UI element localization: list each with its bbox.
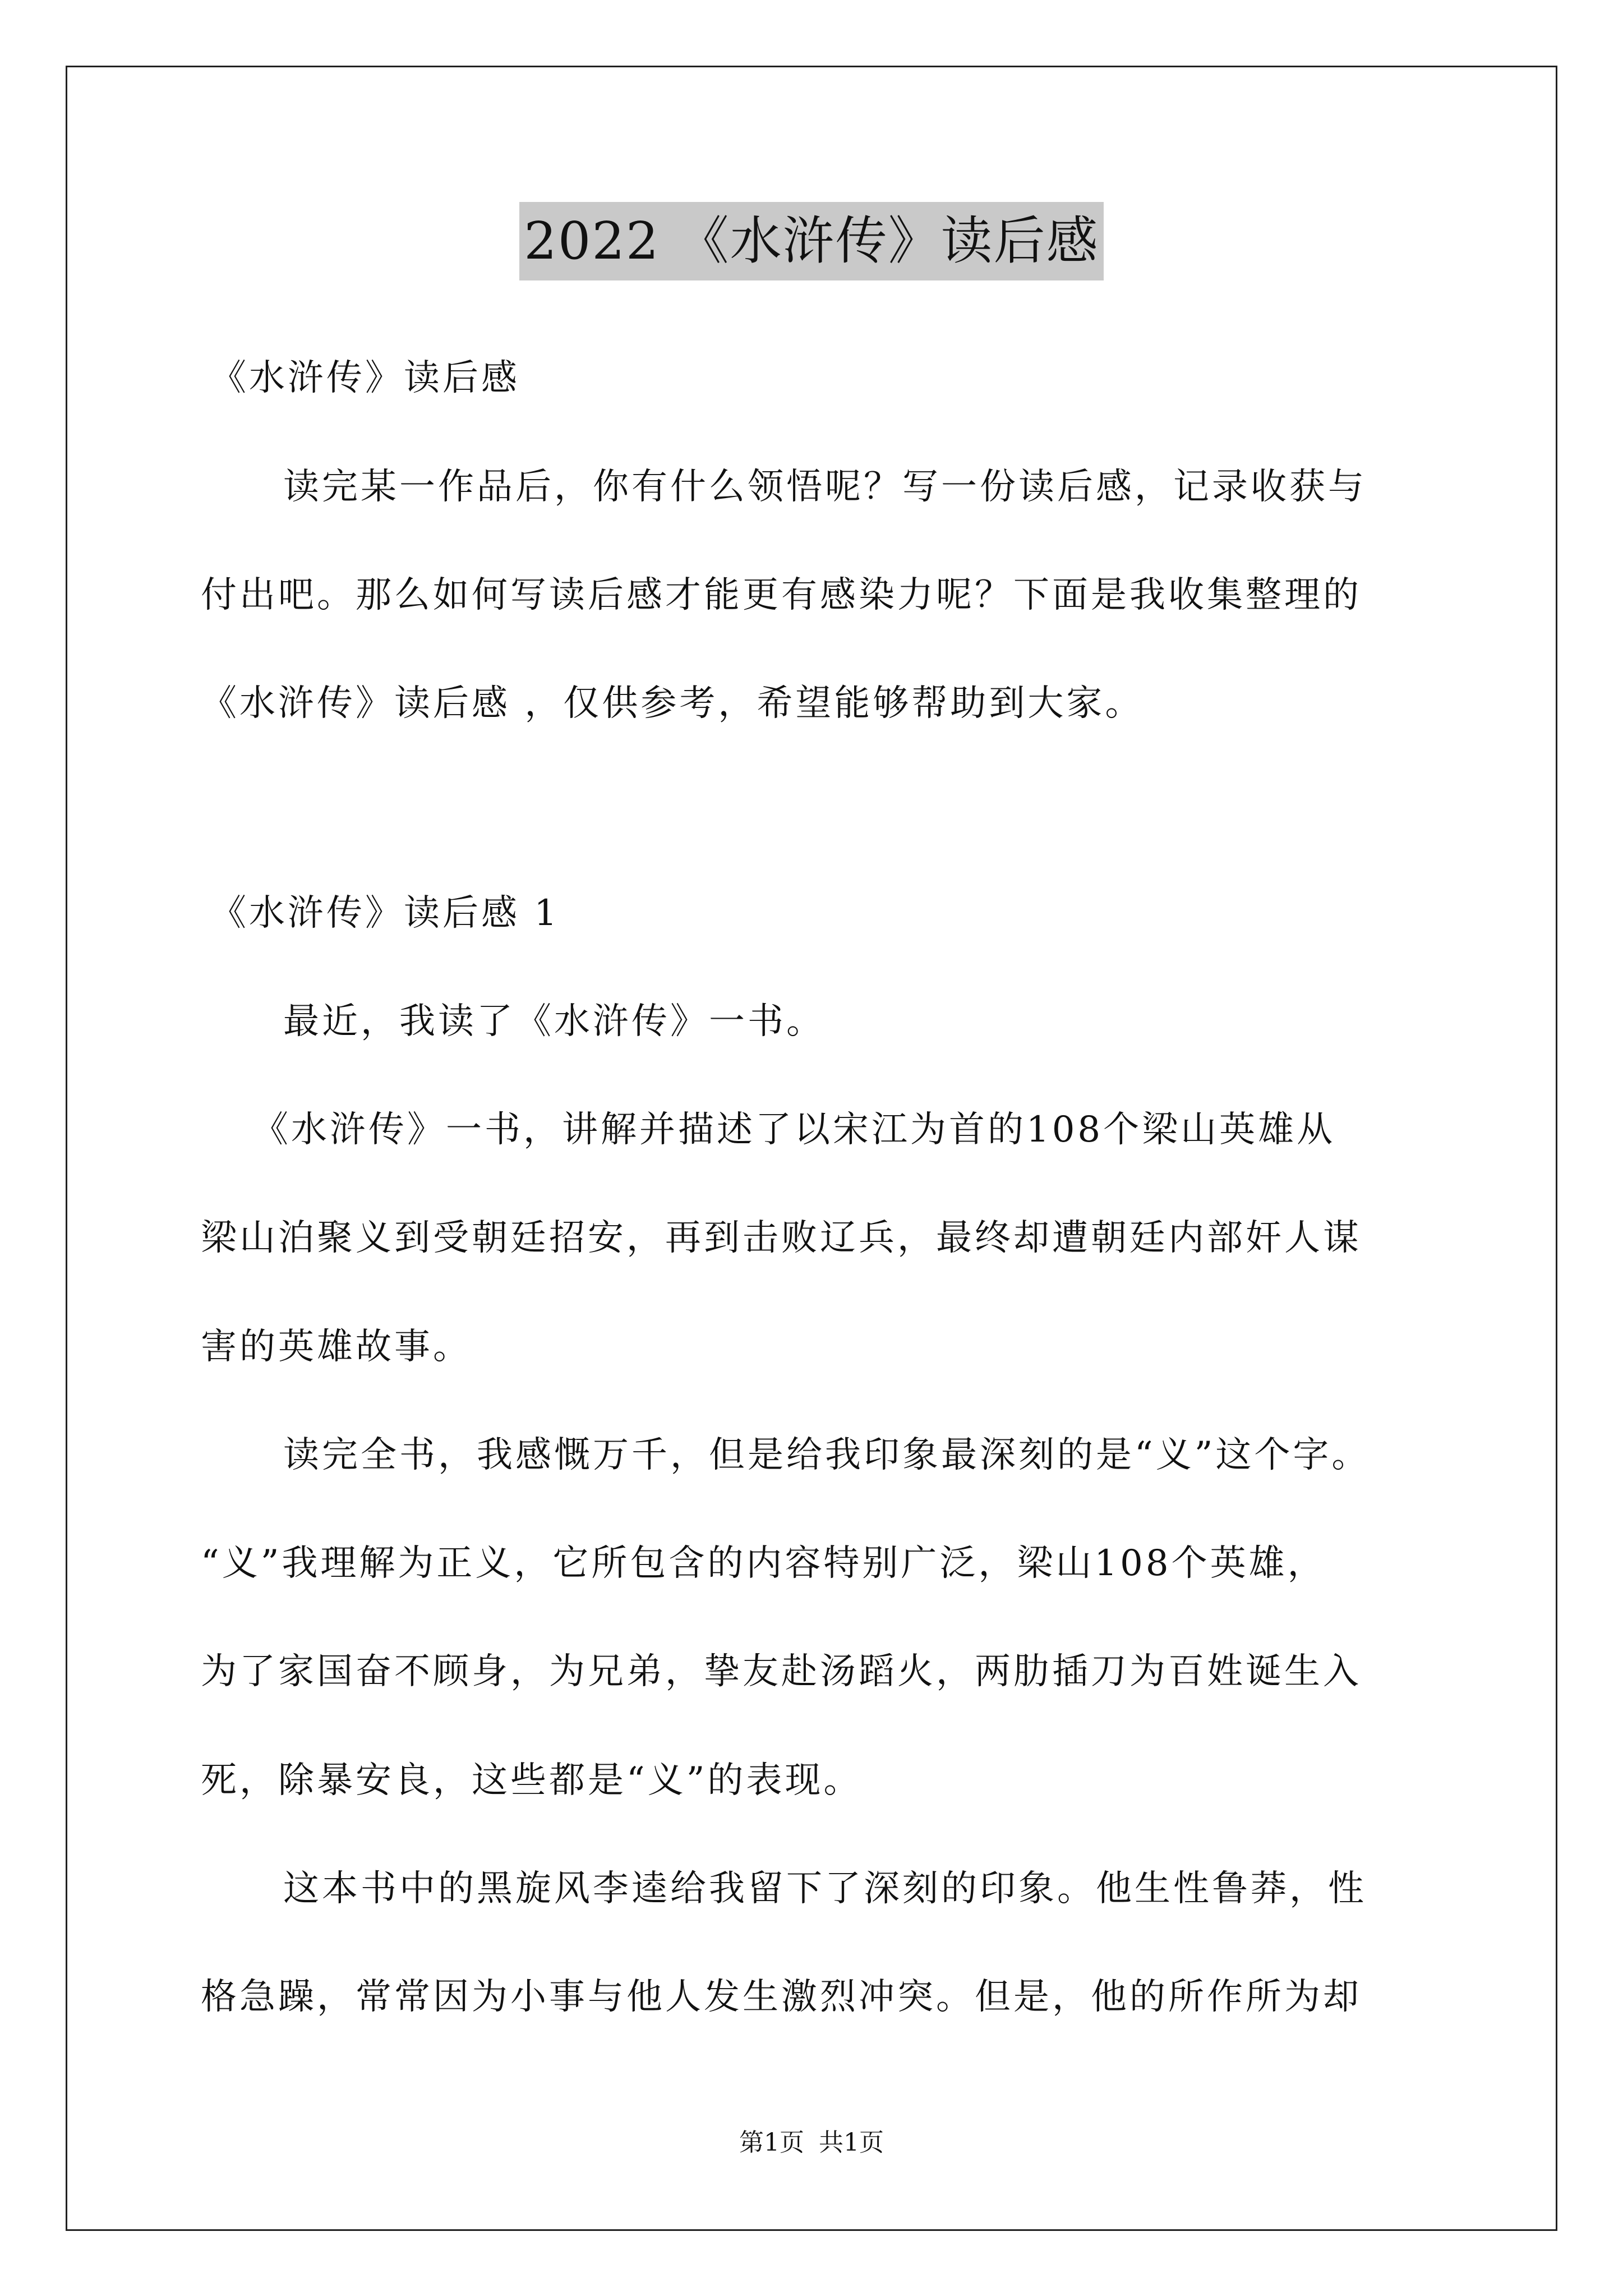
paragraph-line: 害的英雄故事。 [201,1326,472,1368]
paragraph-line: 《水浒传》一书，讲解并描述了以宋江为首的108个梁山英雄从 [252,1109,1336,1151]
paragraph-line: “义”我理解为正义，它所包含的内容特别广泛，梁山108个英雄， [201,1543,1326,1584]
paragraph-line: 《水浒传》读后感 ，仅供参考，希望能够帮助到大家。 [201,683,1144,724]
paragraph-line: 梁山泊聚义到受朝廷招安，再到击败辽兵，最终却遭朝廷内部奸人谋 [201,1217,1362,1259]
paragraph-line: 死，除暴安良，这些都是“义”的表现。 [201,1760,863,1801]
section-heading: 《水浒传》读后感 [210,357,520,399]
paragraph-line: 最近，我读了《水浒传》一书。 [283,1001,825,1042]
document-title: 2022 《水浒传》读后感 [519,202,1103,280]
paragraph-line: 为了家国奋不顾身，为兄弟，挚友赴汤蹈火，两肋插刀为百姓诞生入 [201,1651,1362,1692]
title-container [0,202,1623,280]
section-heading: 《水浒传》读后感 1 [210,892,560,934]
page-total: 共1页 [819,2128,884,2157]
paragraph-line: 这本书中的黑旋风李逵给我留下了深刻的印象。他生性鲁莽，性 [283,1868,1367,1910]
paragraph-line: 读完某一作品后，你有什么领悟呢？写一份读后感，记录收获与 [283,466,1367,508]
page-footer [0,2126,1623,2160]
paragraph-line: 读完全书，我感慨万千，但是给我印象最深刻的是“义”这个字。 [283,1434,1371,1476]
paragraph-line: 格急躁，常常因为小事与他人发生激烈冲突。但是，他的所作所为却 [201,1976,1362,2018]
page-number: 第1页 [739,2128,804,2157]
paragraph-line: 付出吧。那么如何写读后感才能更有感染力呢？下面是我收集整理的 [201,574,1362,616]
